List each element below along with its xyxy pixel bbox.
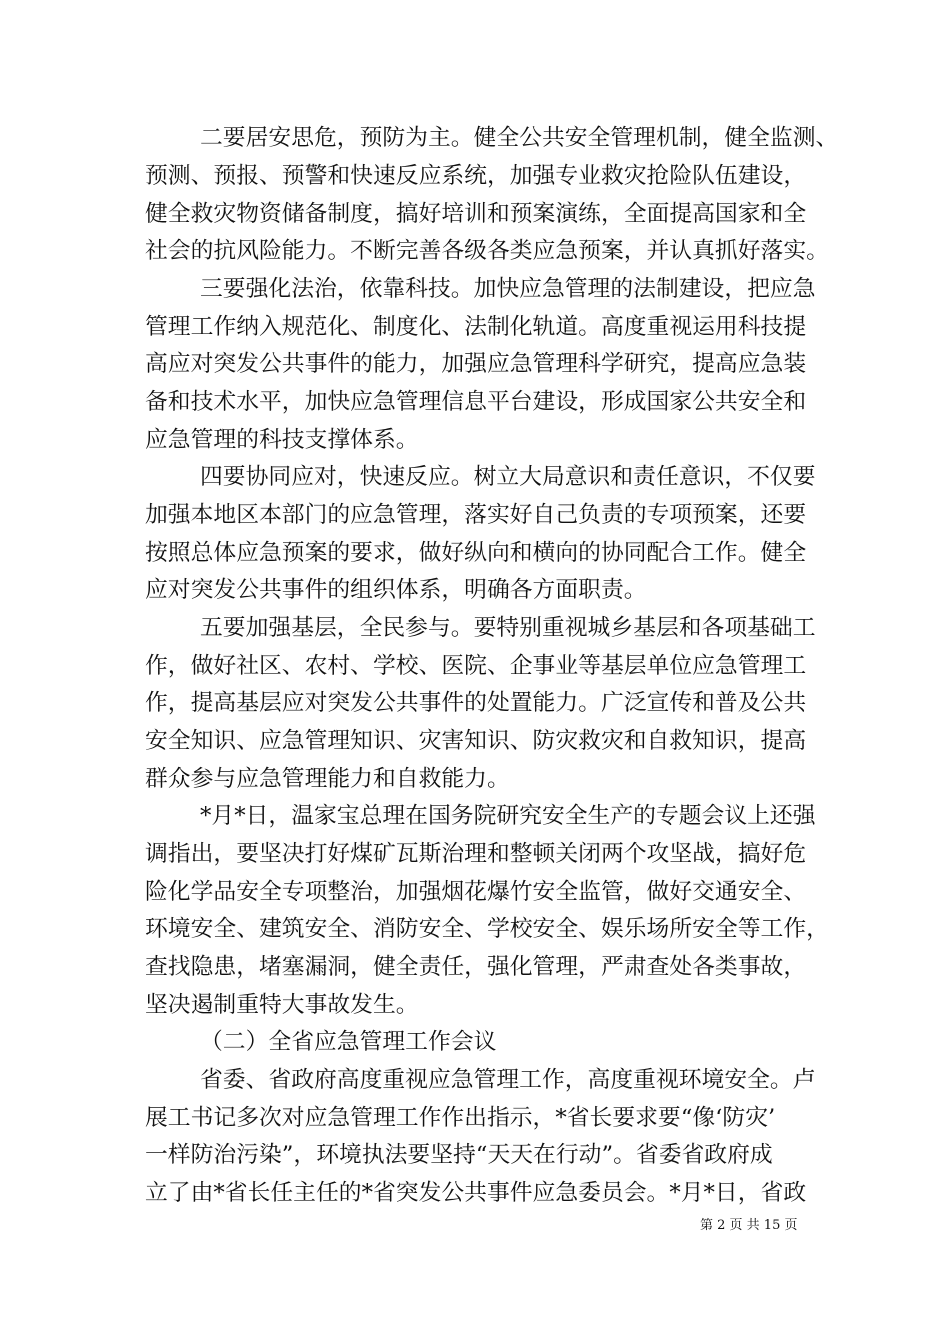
section-heading: （二）全省应急管理工作会议: [200, 1029, 497, 1055]
paragraph-line: 展工书记多次对应急管理工作作出指示，*省长要求要“像‘防灾’: [145, 1105, 776, 1131]
page-number-footer: 第 2 页 共 15 页: [700, 1218, 798, 1233]
paragraph-line: 预测、预报、预警和快速反应系统，加强专业救灾抢险队伍建设，: [145, 163, 807, 189]
paragraph-line: 群众参与应急管理能力和自救能力。: [145, 766, 510, 792]
paragraph-line: 社会的抗风险能力。不断完善各级各类应急预案，并认真抓好落实。: [145, 238, 829, 264]
paragraph-line: 安全知识、应急管理知识、灾害知识、防灾救灾和自救知识，提高: [145, 728, 807, 754]
paragraph-line: 险化学品安全专项整治，加强烟花爆竹安全监管，做好交通安全、: [145, 879, 807, 905]
paragraph-line: 环境安全、建筑安全、消防安全、学校安全、娱乐场所安全等工作，: [145, 916, 829, 942]
paragraph-line: *月*日，温家宝总理在国务院研究安全生产的专题会议上还强: [200, 803, 816, 829]
paragraph-line: 作，提高基层应对突发公共事件的处置能力。广泛宣传和普及公共: [145, 690, 807, 716]
paragraph-line: 四要协同应对，快速反应。树立大局意识和责任意识，不仅要: [200, 464, 816, 490]
paragraph-line: 省委、省政府高度重视应急管理工作，高度重视环境安全。卢: [200, 1067, 816, 1093]
paragraph-line: 二要居安思危，预防为主。健全公共安全管理机制，健全监测、: [200, 125, 839, 151]
paragraph-line: 加强本地区本部门的应急管理，落实好自己负责的专项预案，还要: [145, 502, 807, 528]
paragraph-line: 五要加强基层，全民参与。要特别重视城乡基层和各项基础工: [200, 615, 816, 641]
paragraph-line: 管理工作纳入规范化、制度化、法制化轨道。高度重视运用科技提: [145, 314, 807, 340]
paragraph-line: 一样防治污染”，环境执法要坚持“天天在行动”。省委省政府成: [145, 1142, 773, 1168]
paragraph-line: 健全救灾物资储备制度，搞好培训和预案演练，全面提高国家和全: [145, 201, 807, 227]
paragraph-line: 三要强化法治，依靠科技。加快应急管理的法制建设，把应急: [200, 276, 816, 302]
paragraph-line: 立了由*省长任主任的*省突发公共事件应急委员会。*月*日，省政: [145, 1180, 807, 1206]
paragraph-line: 高应对突发公共事件的能力，加强应急管理科学研究，提高应急装: [145, 351, 807, 377]
paragraph-line: 查找隐患，堵塞漏洞，健全责任，强化管理，严肃查处各类事故，: [145, 954, 807, 980]
paragraph-line: 备和技术水平，加快应急管理信息平台建设，形成国家公共安全和: [145, 389, 807, 415]
paragraph-line: 调指出，要坚决打好煤矿瓦斯治理和整顿关闭两个攻坚战，搞好危: [145, 841, 807, 867]
paragraph-line: 应急管理的科技支撑体系。: [145, 427, 419, 453]
paragraph-line: 按照总体应急预案的要求，做好纵向和横向的协同配合工作。健全: [145, 540, 807, 566]
paragraph-line: 应对突发公共事件的组织体系，明确各方面职责。: [145, 577, 647, 603]
paragraph-line: 坚决遏制重特大事故发生。: [145, 992, 419, 1018]
paragraph-line: 作，做好社区、农村、学校、医院、企事业等基层单位应急管理工: [145, 653, 807, 679]
